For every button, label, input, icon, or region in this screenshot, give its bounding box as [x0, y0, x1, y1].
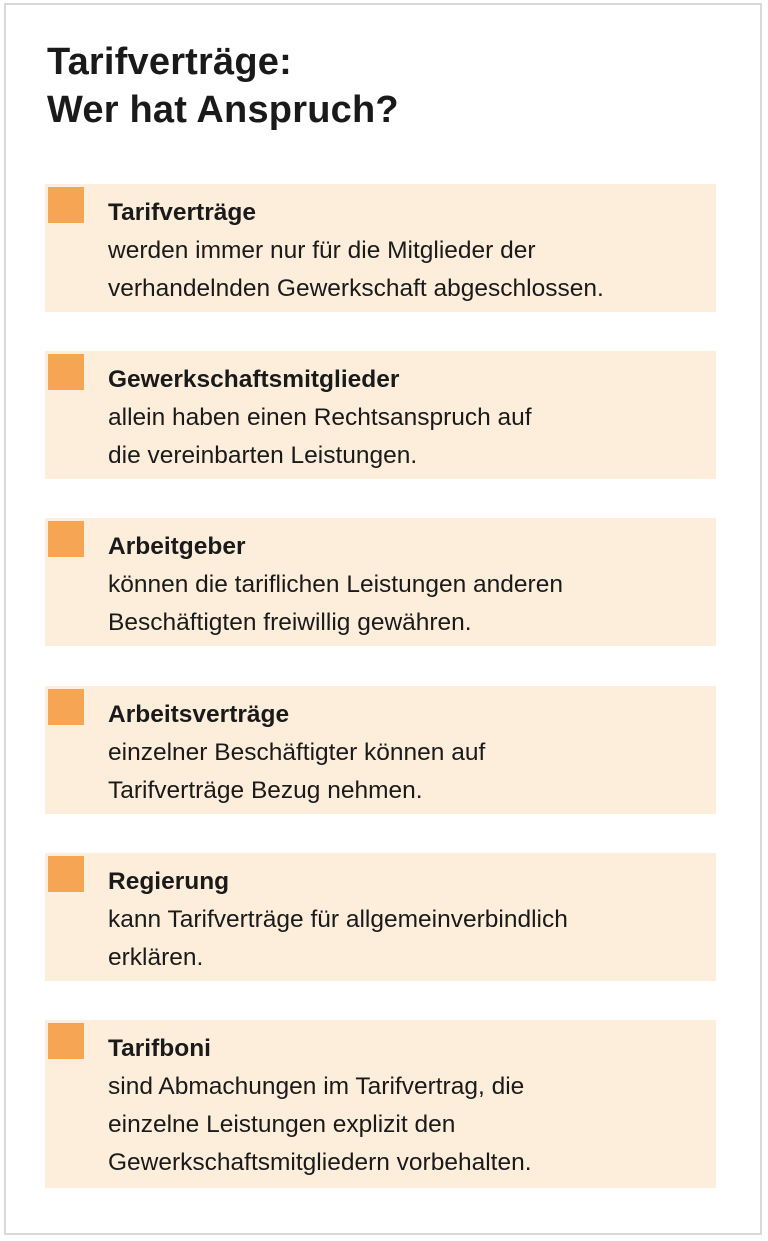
orange-square-icon — [48, 521, 84, 557]
list-item — [45, 686, 716, 814]
item-body: werden immer nur für die Mitglieder der verhandelnden Gewerkschaft abgeschlossen. — [108, 237, 604, 302]
list-item — [45, 1020, 716, 1188]
orange-square-icon — [48, 187, 84, 223]
orange-square-icon — [48, 689, 84, 725]
item-text — [108, 361, 706, 475]
item-heading: Tarifboni — [108, 1035, 211, 1062]
item-body: kann Tarifverträge für allgemeinverbindlich erklären. — [108, 906, 568, 971]
item-heading: Tarifverträge — [108, 199, 256, 226]
list-item — [45, 351, 716, 479]
page-title — [47, 38, 399, 134]
orange-square-icon — [48, 354, 84, 390]
item-text — [108, 863, 706, 977]
item-text — [108, 1030, 706, 1182]
item-heading: Arbeitgeber — [108, 533, 246, 560]
orange-square-icon — [48, 1023, 84, 1059]
item-heading: Regierung — [108, 868, 230, 895]
item-body: sind Abmachungen im Tarifvertrag, die einzelne Leistungen explizit den Gewerkschaftsmitgliedern vorbehalten. — [108, 1073, 532, 1176]
item-heading: Arbeitsverträge — [108, 701, 290, 728]
item-body: können die tariflichen Leistungen anderen Beschäftigten freiwillig gewähren. — [108, 571, 563, 636]
item-body: allein haben einen Rechtsanspruch auf die vereinbarten Leistungen. — [108, 404, 532, 469]
list-item — [45, 518, 716, 646]
item-body: einzelner Beschäftigter können auf Tarifverträge Bezug nehmen. — [108, 739, 486, 804]
orange-square-icon — [48, 856, 84, 892]
title-line-1: Tarifverträge: — [47, 41, 292, 83]
title-line-2: Wer hat Anspruch? — [47, 89, 399, 131]
item-text — [108, 194, 706, 308]
item-text — [108, 696, 706, 810]
list-item — [45, 184, 716, 312]
item-heading: Gewerkschaftsmitglieder — [108, 366, 400, 393]
item-text — [108, 528, 706, 642]
list-item — [45, 853, 716, 981]
